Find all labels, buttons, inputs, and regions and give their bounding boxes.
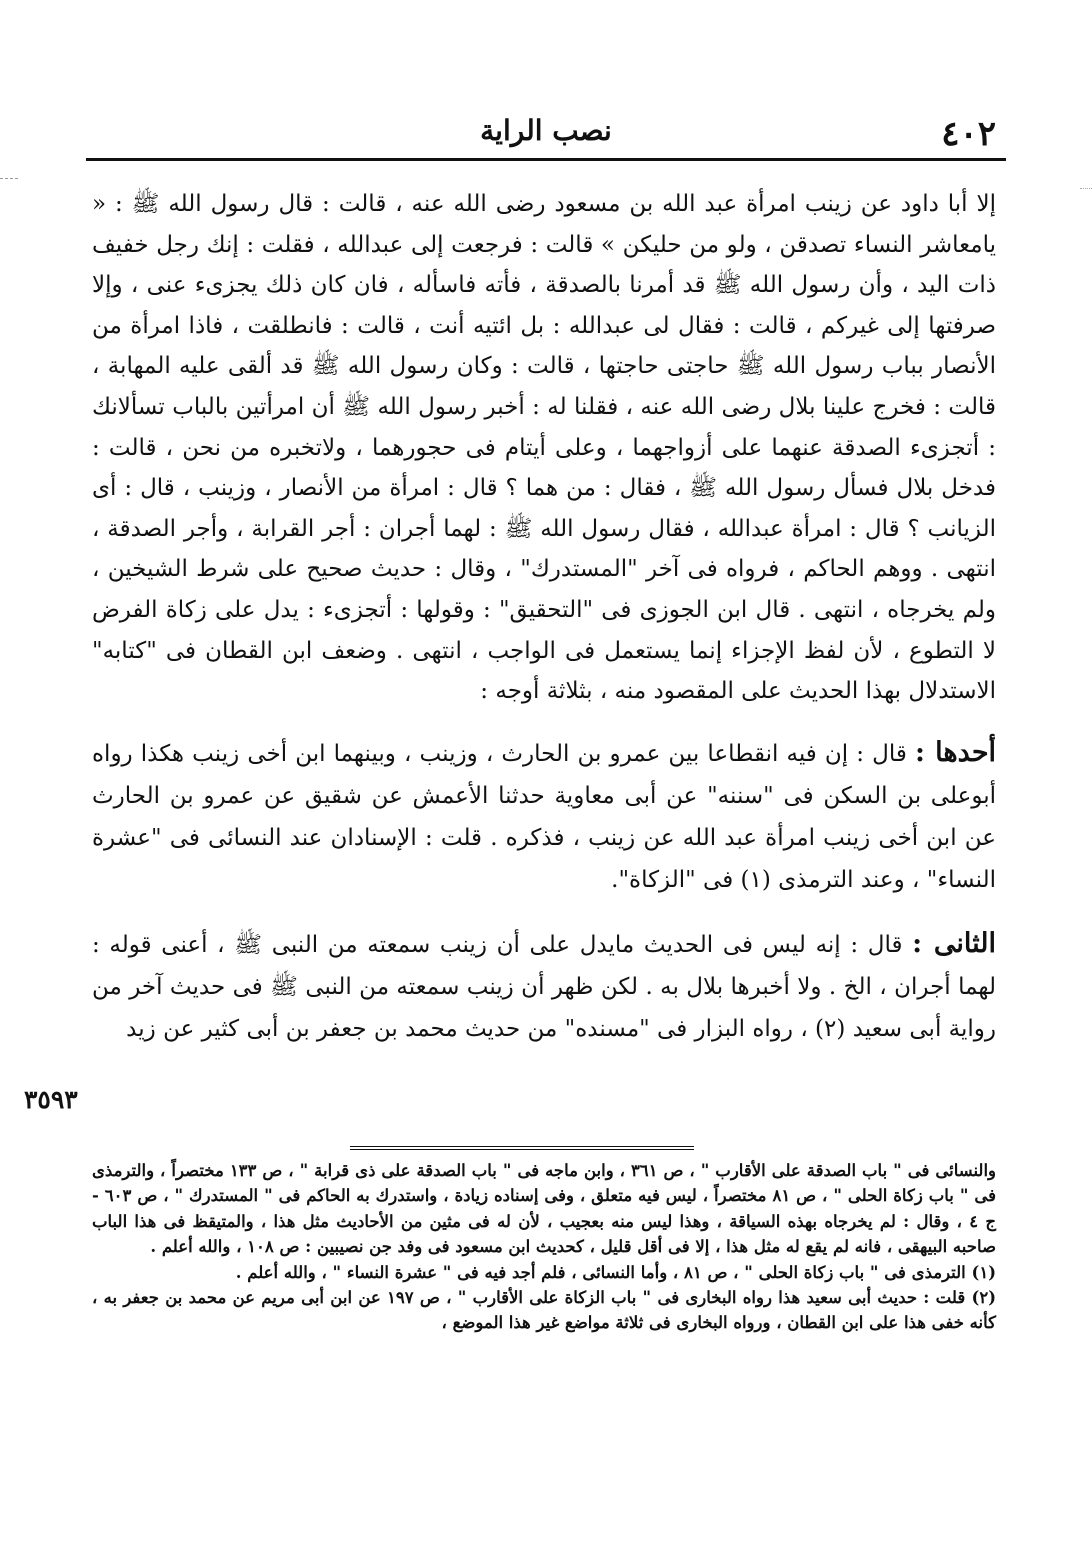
page-edge-mark-right bbox=[1080, 188, 1092, 189]
paragraph-3-lead: الثانى : bbox=[912, 927, 996, 959]
footnote-2: (٢) قلت : حديث أبى سعيد هذا رواه البخارى فى " باب الزكاة على الأقارب " ، ص ١٩٧ عن ابن أبى مريم عن محمد بن جعفر به ، كأنه خفى هذا على ابن القطان ، ورواه البخارى فى ثلاثة مواضع غير هذا الموضع ، bbox=[92, 1288, 996, 1333]
page-header bbox=[86, 108, 1006, 156]
footnote-separator bbox=[350, 1146, 694, 1153]
footnote-continued: والنسائى فى " باب الصدقة على الأقارب " ، ص ٣٦١ ، وابن ماجه فى " باب الصدقة على ذى قرابة " ، ص ١٣٣ مختصراً ، والترمذى فى " باب زكاة الحلى " ، ص ٨١ مختصراً ، ليس فيه متعلق ، وفى إسناده زيادة ، واستدرك به الحاكم فى " المستدرك " ، ص ٦٠٣ - ج ٤ ، وقال : لم يخرجاه بهذه السياقة ، وهذا ليس منه بعجيب ، لأن له فى مثين من الأحاديث مثل هذا ، والمتيقظ فى هذا الباب صاحبه البيهقى ، فانه لم يقع له مثل هذا ، إلا فى أقل قليل ، كحديث ابن مسعود فى وفد جن نصيبين : ص ١٠٨ ، والله أعلم . bbox=[92, 1161, 997, 1257]
paragraph-1: إلا أبا داود عن زينب امرأة عبد الله بن مسعود رضى الله عنه ، قالت : قال رسول الله ﷺ : « يامعاشر النساء تصدقن ، ولو من حليكن » قالت : فرجعت إلى عبدالله ، فقلت : إنك رجل خفيف ذات اليد ، وأن رسول الله ﷺ قد أمرنا بالصدقة ، فأته فاسأله ، فان كان ذلك يجزىء عنى ، وإلا صرفتها إلى غيركم ، قالت : فقال لى عبدالله : بل ائتيه أنت ، قالت : فانطلقت ، فاذا امرأة من الأنصار بباب رسول الله ﷺ حاجتى حاجتها ، قالت : وكان رسول الله ﷺ قد ألقى عليه المهابة ، قالت : فخرج علينا بلال رضى الله عنه ، فقلنا له : أخبر رسول الله ﷺ أن امرأتين بالباب تسألانك : أتجزىء الصدقة عنهما على أزواجهما ، وعلى أيتام فى حجورهما ، ولاتخبره من نحن ، قالت : فدخل بلال فسأل رسول الله ﷺ ، فقال : من هما ؟ قال : امرأة من الأنصار ، وزينب ، قال : أى الزيانب ؟ قال : امرأة عبدالله ، فقال رسول الله ﷺ : لهما أجران : أجر القرابة ، وأجر الصدقة ، انتهى . ووهم الحاكم ، فرواه فى آخر "المستدرك" ، وقال : حديث صحيح على شرط الشيخين ، ولم يخرجاه ، انتهى . قال ابن الجوزى فى "التحقيق" : وقولها : أتجزىء : يدل على زكاة الفرض لا التطوع ، لأن لفظ الإجزاء إنما يستعمل فى الواجب ، انتهى . وضعف ابن القطان فى "كتابه" الاستدلال بهذا الحديث على المقصود منه ، بثلاثة أوجه : bbox=[92, 191, 996, 705]
header-rule bbox=[86, 158, 1006, 161]
paragraph-3 bbox=[92, 923, 996, 1050]
running-title: نصب الراية bbox=[480, 114, 612, 147]
paragraph-2-lead: أحدها : bbox=[915, 736, 997, 768]
footnotes bbox=[92, 1158, 996, 1336]
paragraph-3-body: قال : إنه ليس فى الحديث مايدل على أن زينب سمعته من النبى ﷺ ، أعنى قوله : لهما أجران ، الخ . ولا أخبرها بلال به . لكن ظهر أن زينب سمعته من النبى ﷺ فى حديث آخر من رواية أبى سعيد (٢) ، رواه البزار فى "مسنده" من حديث محمد بن جعفر بن أبى كثير عن زيد bbox=[92, 931, 996, 1042]
paragraph-2-body: قال : إن فيه انقطاعا بين عمرو بن الحارث ، وزينب ، وبينهما ابن أخى زينب هكذا رواه أبوعلى بن السكن فى "سننه" عن أبى معاوية حدثنا الأعمش عن شقيق عن عمرو بن الحارث عن ابن أخى زينب امرأة عبد الله عن زينب ، فذكره . قلت : الإسنادان عند النسائى فى "عشرة النساء" ، وعند الترمذى (١) فى "الزكاة". bbox=[92, 740, 996, 893]
footnote-1: (١) الترمذى فى " باب زكاة الحلى " ، ص ٨١ ، وأما النسائى ، فلم أجد فيه فى " عشرة النساء " ، والله أعلم . bbox=[235, 1262, 996, 1282]
page-number: ٤٠٢ bbox=[941, 114, 996, 154]
margin-hadith-number: ٣٥٩٣ bbox=[24, 1085, 78, 1114]
main-text bbox=[92, 184, 996, 1050]
page-edge-mark-left bbox=[0, 178, 18, 179]
paragraph-2 bbox=[92, 732, 996, 901]
